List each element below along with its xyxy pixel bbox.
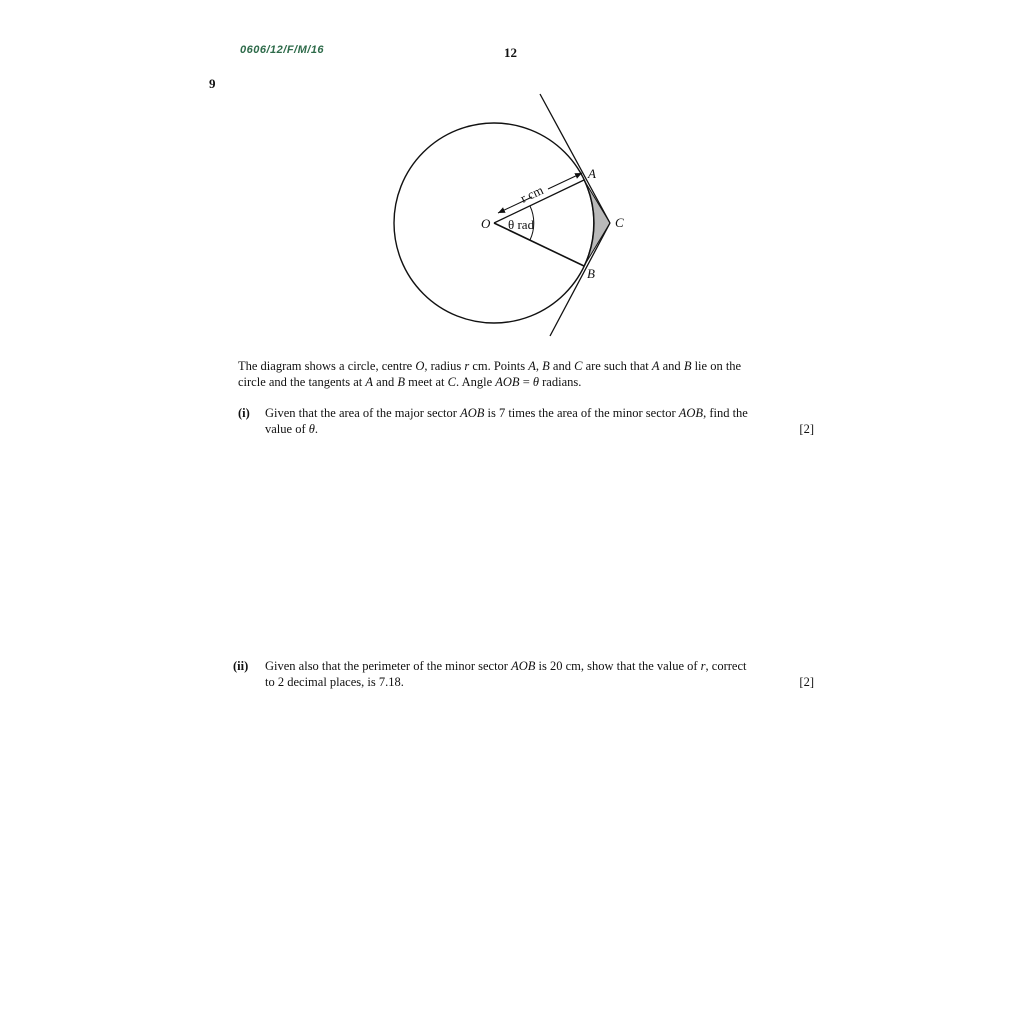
part-i-label: (i) bbox=[238, 406, 250, 420]
part-i bbox=[0, 405, 1024, 445]
intro-line-2: circle and the tangents at A and B meet at C. Angle AOB = θ radians. bbox=[238, 375, 582, 389]
label-a: A bbox=[588, 166, 596, 181]
intro-line-1: The diagram shows a circle, centre O, radius r cm. Points A, B and C are such that A and B lie on the bbox=[238, 359, 742, 373]
tangent-line-a bbox=[540, 94, 610, 223]
label-b: B bbox=[587, 266, 595, 281]
part-ii-label: (ii) bbox=[233, 659, 249, 673]
part-i-text: Given that the area of the major sector AOB is 7 times the area of the minor sector AOB, find the value of θ. bbox=[265, 406, 748, 436]
part-ii bbox=[0, 658, 1024, 698]
question-intro bbox=[238, 358, 818, 390]
part-ii-marks: [2] bbox=[799, 675, 814, 689]
label-angle: θ rad bbox=[508, 217, 535, 232]
part-ii-text: Given also that the perimeter of the minor sector AOB is 20 cm, show that the value of r, correct to 2 decimal places, is 7.18. bbox=[265, 659, 747, 689]
label-o: O bbox=[481, 216, 491, 231]
label-radius: r cm bbox=[517, 182, 546, 206]
shaded-region bbox=[584, 180, 610, 266]
question-number: 9 bbox=[209, 76, 216, 91]
tangent-line-b bbox=[550, 223, 610, 336]
part-i-marks: [2] bbox=[799, 422, 814, 436]
label-c: C bbox=[615, 215, 624, 230]
paper-code: 0606/12/F/M/16 bbox=[240, 44, 325, 56]
radius-arrow bbox=[548, 173, 582, 189]
page-number: 12 bbox=[504, 45, 517, 60]
